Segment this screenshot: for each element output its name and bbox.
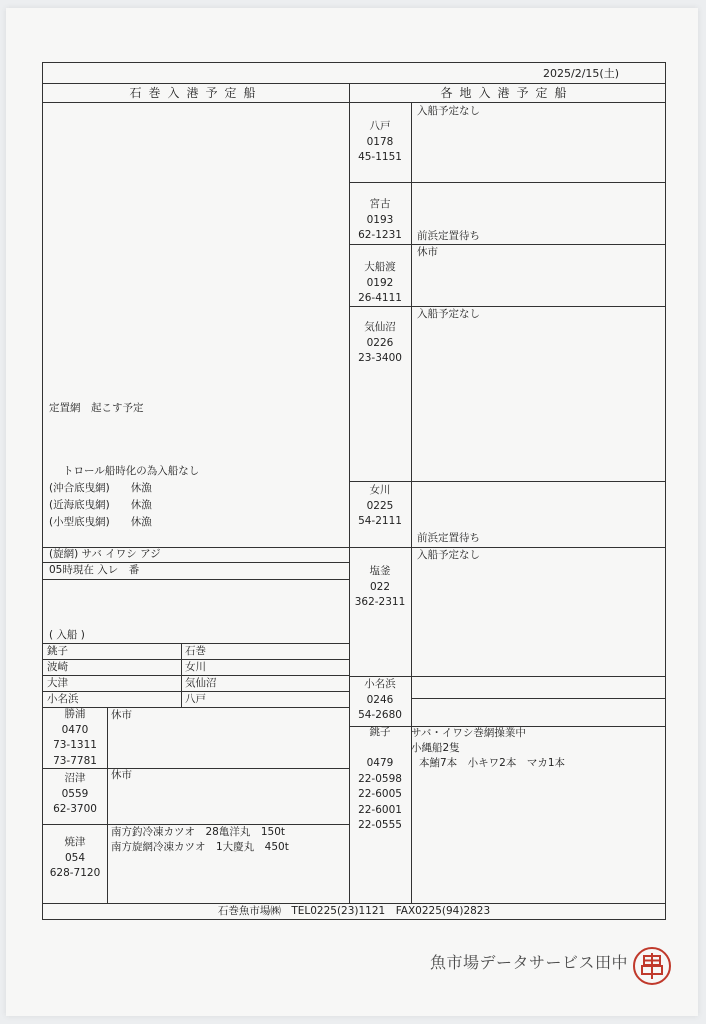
report-date: 2025/2/15(土)	[543, 67, 619, 80]
port-hachinohe: 八戸 0178 45-1151	[358, 120, 402, 163]
onagawa-note: 前浜定置待ち	[417, 532, 480, 544]
seal-stamp-icon	[633, 947, 671, 985]
miyako-note: 前浜定置待ち	[417, 230, 480, 242]
hachinohe-note: 入船予定なし	[417, 105, 480, 117]
header-rule-bottom	[43, 102, 665, 103]
grid-cell: 波崎	[47, 661, 68, 673]
port-numazu: 沼津 0559 62-3700	[53, 772, 97, 815]
shiogama-note: 入船予定なし	[417, 549, 480, 561]
port-name-divider	[411, 102, 412, 903]
choshi-note-3: 本鮪7本 小キワ2本 マカ1本	[419, 757, 566, 769]
offshore-trawl: (沖合底曳網) 休漁	[49, 482, 152, 494]
port-katsuura: 勝浦 0470 73-1311 73-7781	[53, 708, 97, 767]
port-shiogama: 塩釜 022 362-2311	[354, 565, 406, 608]
market-contact-footer: 石巻魚市場㈱ TEL0225(23)1121 FAX0225(94)2823	[217, 905, 491, 917]
purse-seine-note: (旋網) サバ イワシ アジ	[49, 548, 161, 560]
yaizu-note-2: 南方旋網冷凍カツオ 1大慶丸 450t	[111, 841, 289, 853]
grid-cell: 小名浜	[47, 693, 79, 705]
grid-cell: 大津	[47, 677, 68, 689]
header-other-ports: 各地入港予定船	[440, 86, 574, 100]
grid-cell: 石巻	[185, 645, 206, 657]
port-kesennuma: 気仙沼 0226 23-3400	[358, 321, 402, 364]
small-trawl: (小型底曳網) 休漁	[49, 516, 152, 528]
katsuura-note: 休市	[111, 709, 132, 721]
yaizu-note-1: 南方釣冷凍カツオ 28亀洋丸 150t	[111, 826, 286, 838]
port-ofunato: 大船渡 0192 26-4111	[358, 261, 402, 304]
teichi-note: 定置網 起こす予定	[49, 402, 144, 414]
port-miyako: 宮古 0193 62-1231	[358, 198, 402, 241]
arrivals-label: ( 入船 )	[49, 629, 85, 641]
numazu-note: 休市	[111, 769, 132, 781]
report-table	[42, 62, 666, 920]
grid-cell: 銚子	[47, 645, 68, 657]
choshi-note-1: サバ・イワシ巻網操業中	[411, 727, 526, 739]
grid-cell: 八戸	[185, 693, 206, 705]
kesennuma-note: 入船予定なし	[417, 308, 480, 320]
grid-cell: 女川	[185, 661, 206, 673]
choshi-note-2: 小縄船2隻	[411, 742, 460, 754]
grid-cell: 気仙沼	[185, 677, 217, 689]
berth-time-note: 05時現在 入レ 番	[49, 564, 140, 576]
port-onagawa: 女川 0225 54-2111	[358, 484, 402, 527]
header-ishinomaki: 石巻入港予定船	[129, 86, 263, 100]
port-choshi: 銚子 0479 22-0598 22-6005 22-6001 22-0555	[358, 726, 402, 831]
port-yaizu: 焼津 054 628-7120	[49, 836, 101, 879]
trawl-note: トロール船時化の為入船なし	[63, 465, 200, 477]
handwritten-signature: 魚市場データサービス田中	[430, 953, 629, 972]
coastal-trawl: (近海底曳網) 休漁	[49, 499, 152, 511]
ofunato-note: 休市	[417, 246, 438, 258]
port-onahama: 小名浜 0246 54-2680	[358, 678, 402, 721]
